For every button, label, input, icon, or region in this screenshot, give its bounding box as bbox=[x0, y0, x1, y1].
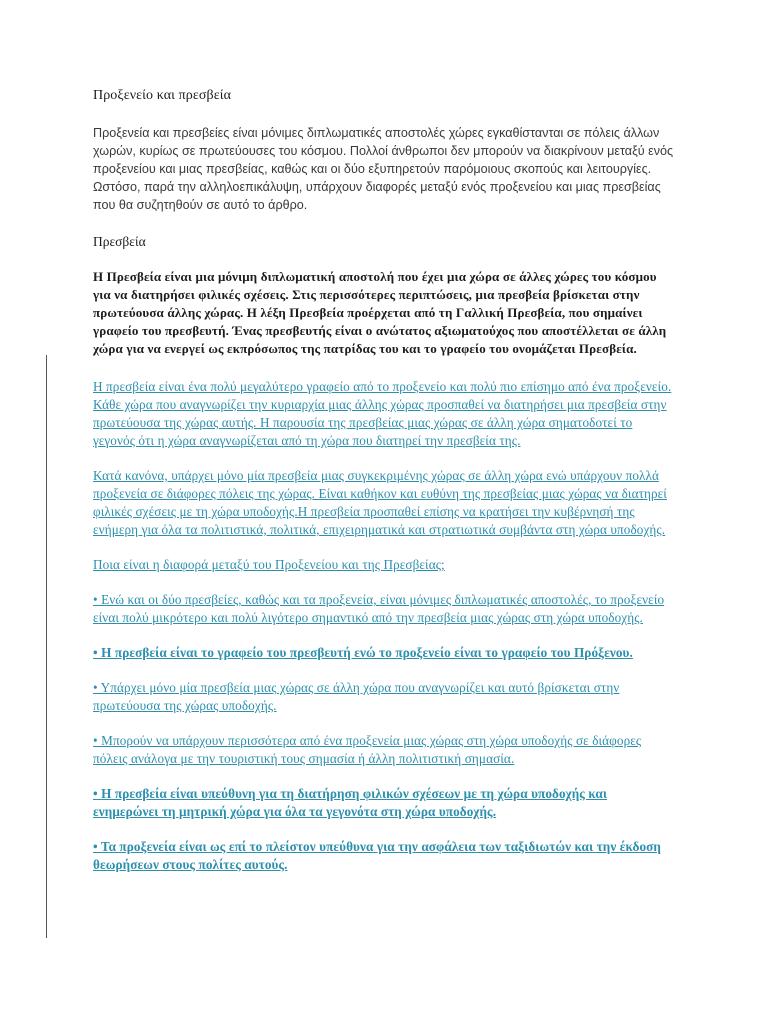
bullet-link[interactable]: • Ενώ και οι δύο πρεσβείες, καθώς και τα προξενεία, είναι μόνιμες διπλωματικές αποστολές, το προξενείο είναι πολύ μικρότερο και πολύ λιγότερο σημαντικό από την πρεσβεία μιας χώρας στη χώρα υποδοχής. bbox=[93, 592, 665, 625]
linked-paragraph[interactable]: Η πρεσβεία είναι ένα πολύ μεγαλύτερο γραφείο από το προξενείο και πολύ πιο επίσημο από ένα προξενείο. Κάθε χώρα που αναγνωρίζει την κυριαρχία μιας άλλης χώρας προσπαθεί να διατηρήσει μια πρεσβεία στην πρωτεύουσα της χώρας αυτής. Η παρουσία της πρεσβείας μιας χώρας σε άλλη χώρα σηματοδοτεί το γεγονός ότι η χώρα αναγνωρίζεται από τη χώρα που διατηρεί την πρεσβεία της. bbox=[93, 379, 672, 448]
bullet-link[interactable]: • Η πρεσβεία είναι υπεύθυνη για τη διατήρηση φιλικών σχέσεων με τη χώρα υποδοχής και ενημερώνει τη μητρική χώρα για όλα τα γεγονότα στη χώρα υποδοχής. bbox=[93, 786, 608, 819]
bullet-link[interactable]: • Η πρεσβεία είναι το γραφείο του πρεσβευτή ενώ το προξενείο είναι το γραφείο του Πρόξενου. bbox=[93, 645, 633, 660]
embassy-definition-paragraph: Η Πρεσβεία είναι μια μόνιμη διπλωματική αποστολή που έχει μια χώρα σε άλλες χώρες του κόσμου για να διατηρήσει φιλικές σχέσεις. Στις περισσότερες περιπτώσεις, μια πρεσβεία βρίσκεται στην πρωτεύουσα άλλης χώρας. Η λέξη Πρεσβεία προέρχεται από τη Γαλλική Πρεσβεία, που σημαίνει γραφείο του πρεσβευτή. Ένας πρεσβευτής είναι ο ανώτατος αξιωματούχος που αποστέλλεται σε άλλη χώρα για να ενεργεί ως εκπρόσωπος της πατρίδας του και το γραφείο του ονομάζεται Πρεσβεία. bbox=[93, 269, 667, 356]
linked-paragraph[interactable]: Κατά κανόνα, υπάρχει μόνο μία πρεσβεία μιας συγκεκριμένης χώρας σε άλλη χώρα ενώ υπάρχουν πολλά προξενεία σε διάφορες πόλεις της χώρας. Είναι καθήκον και ευθύνη της πρεσβείας μιας χώρας να διατηρεί φιλικές σχέσεις με τη χώρα υποδοχής.Η πρεσβεία προσπαθεί επίσης να κρατήσει την κυβέρνησή της ενήμερη για όλα τα πολιτιστικά, πολιτικά, επιχειρηματικά και στρατιωτικά συμβάντα στη χώρα υποδοχής. bbox=[93, 468, 667, 537]
bullet-link[interactable]: • Υπάρχει μόνο μία πρεσβεία μιας χώρας σε άλλη χώρα που αναγνωρίζει και αυτό βρίσκεται στην πρωτεύουσα της χώρας υποδοχής. bbox=[93, 680, 620, 713]
bullet-link[interactable]: • Τα προξενεία είναι ως επί το πλείστον υπεύθυνα για την ασφάλεια των ταξιδιωτών και την έκδοση θεωρήσεων στους πολίτες αυτούς. bbox=[93, 839, 662, 872]
section-heading: Πρεσβεία bbox=[93, 234, 146, 249]
difference-question-link[interactable]: Ποια είναι η διαφορά μεταξύ του Προξενείου και της Πρεσβείας; bbox=[93, 557, 445, 572]
margin-change-bar bbox=[46, 355, 47, 938]
bullet-link[interactable]: • Μπορούν να υπάρχουν περισσότερα από ένα προξενεία μιας χώρας στη χώρα υποδοχής σε διάφορες πόλεις ανάλογα με την τουριστική τους σημασία ή άλλη πολιτιστική σημασία. bbox=[93, 733, 642, 766]
document-title: Προξενείο και πρεσβεία bbox=[93, 88, 232, 103]
intro-paragraph: Προξενεία και πρεσβείες είναι μόνιμες διπλωματικές αποστολές χώρες εγκαθίστανται σε πόλεις άλλων χωρών, κυρίως σε πρωτεύουσες του κόσμου. Πολλοί άνθρωποι δεν μπορούν να διακρίνουν μεταξύ ενός προξενείου και μιας πρεσβείας, καθώς και οι δύο εξυπηρετούν παρόμοιους σκοπούς και λειτουργίες. Ωστόσο, παρά την αλληλοεπικάλυψη, υπάρχουν διαφορές μεταξύ ενός προξενείου και μιας πρεσβείας που θα συζητηθούν σε αυτό το άρθρο. bbox=[93, 126, 674, 212]
document-page bbox=[93, 88, 675, 891]
